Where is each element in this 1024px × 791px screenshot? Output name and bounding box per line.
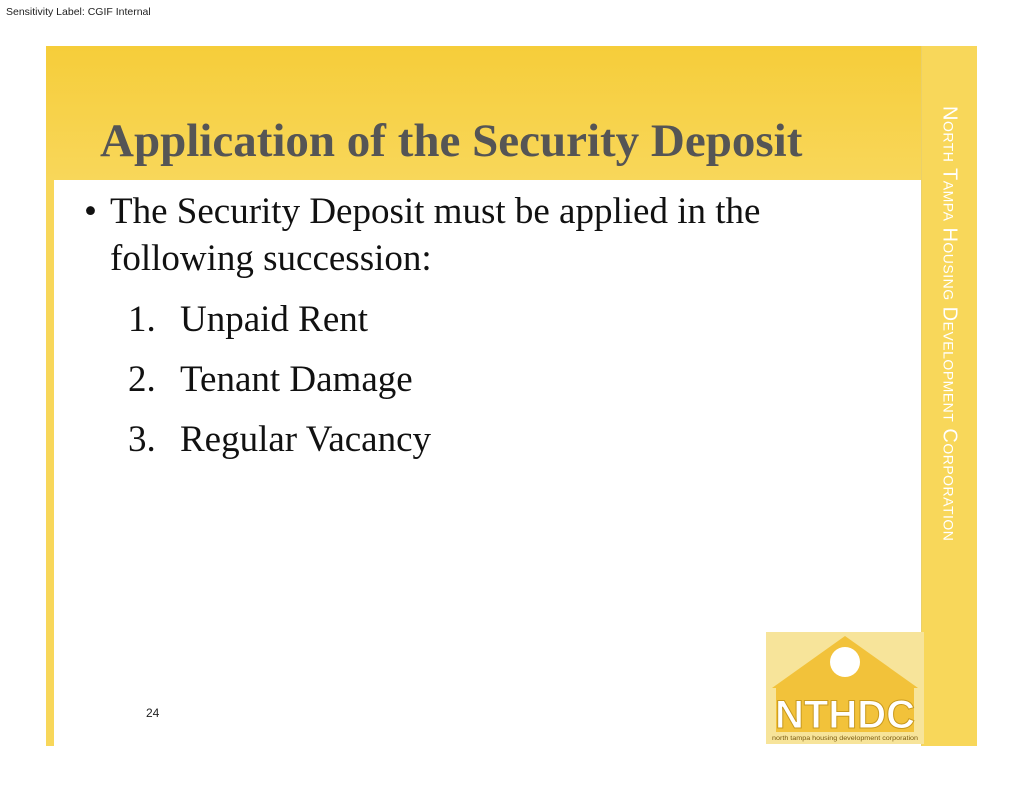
bullet-point bbox=[84, 188, 884, 282]
list-item-label: Unpaid Rent bbox=[180, 299, 369, 340]
list-item-number: 1. bbox=[128, 299, 156, 340]
list-item-label: Regular Vacancy bbox=[180, 419, 432, 460]
bullet-icon: • bbox=[84, 191, 97, 232]
list-item bbox=[128, 350, 884, 410]
slide-title: Application of the Security Deposit bbox=[100, 115, 803, 167]
list-item-number: 3. bbox=[128, 419, 156, 460]
page-number: 24 bbox=[146, 706, 160, 720]
side-banner-text: North Tampa Housing Development Corporation bbox=[938, 106, 961, 542]
slide-body bbox=[84, 188, 884, 470]
left-accent-strip bbox=[46, 180, 54, 746]
sensitivity-label: Sensitivity Label: CGIF Internal bbox=[6, 6, 151, 18]
list-item bbox=[128, 410, 884, 470]
nthdc-logo bbox=[766, 632, 924, 744]
slide bbox=[46, 46, 977, 746]
logo-letters: NTHDC bbox=[775, 693, 915, 737]
numbered-list bbox=[128, 290, 884, 470]
logo-tagline: north tampa housing development corporation bbox=[772, 736, 918, 742]
list-item bbox=[128, 290, 884, 350]
list-item-number: 2. bbox=[128, 359, 156, 400]
list-item-label: Tenant Damage bbox=[180, 359, 413, 400]
bullet-text: The Security Deposit must be applied in the following succession: bbox=[110, 191, 761, 279]
